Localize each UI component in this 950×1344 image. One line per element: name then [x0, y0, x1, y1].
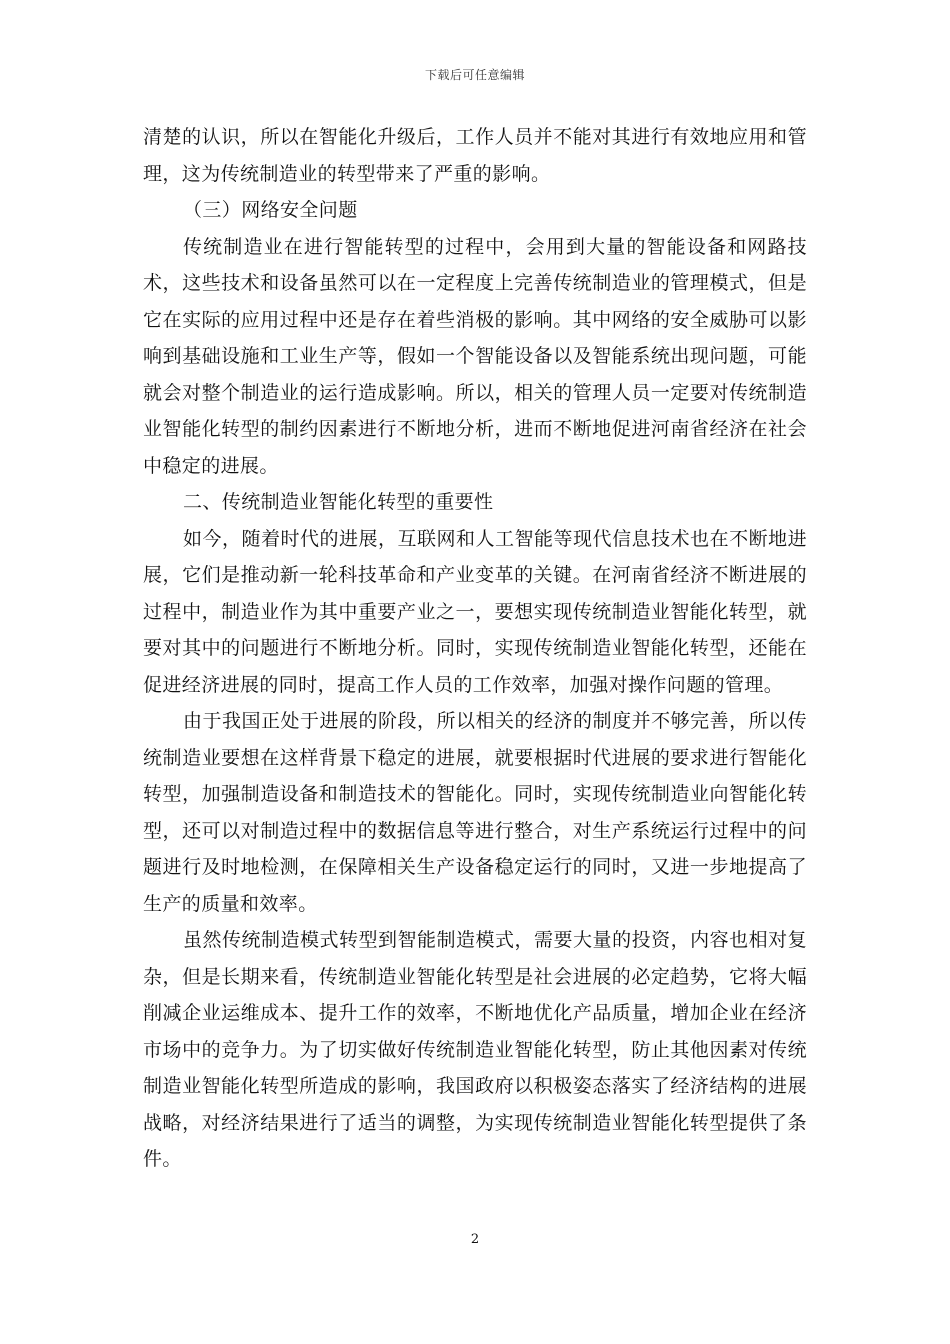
paragraph-network-security: 传统制造业在进行智能转型的过程中，会用到大量的智能设备和网路技术，这些技术和设备虽然可以在一定程度上完善传统制造业的管理模式，但是它在实际的应用过程中还是存在着些消极的影响。其中网络的安全威胁可以影响到基础设施和工业生产等，假如一个智能设备以及智能系统出现问题，可能就会对整个制造业的运行造成影响。所以，相关的管理人员一定要对传统制造业智能化转型的制约因素进行不断地分析，进而不断地促进河南省经济在社会中稳定的进展。 [143, 235, 807, 477]
document-body [143, 119, 807, 1178]
paragraph-importance-2: 由于我国正处于进展的阶段，所以相关的经济的制度并不够完善，所以传统制造业要想在这样背景下稳定的进展，就要根据时代进展的要求进行智能化转型，加强制造设备和制造技术的智能化。同时，实现传统制造业向智能化转型，还可以对制造过程中的数据信息等进行整合，对生产系统运行过程中的问题进行及时地检测，在保障相关生产设备稳定运行的同时，又进一步地提高了生产的质量和效率。 [143, 710, 807, 915]
paragraph-continuation: 清楚的认识，所以在智能化升级后，工作人员并不能对其进行有效地应用和管理，这为传统制造业的转型带来了严重的影响。 [143, 126, 807, 185]
section-heading-network-security: （三）网络安全问题 [183, 199, 358, 221]
section-heading-importance: 二、传统制造业智能化转型的重要性 [183, 491, 494, 513]
page-number: 2 [470, 1232, 480, 1247]
paragraph-importance-1: 如今，随着时代的进展，互联网和人工智能等现代信息技术也在不断地进展，它们是推动新一轮科技革命和产业变革的关键。在河南省经济不断进展的过程中，制造业作为其中重要产业之一，要想实现传统制造业智能化转型，就要对其中的问题进行不断地分析。同时，实现传统制造业智能化转型，还能在促进经济进展的同时，提高工作人员的工作效率，加强对操作问题的管理。 [143, 527, 807, 696]
paragraph-importance-3: 虽然传统制造模式转型到智能制造模式，需要大量的投资，内容也相对复杂，但是长期来看，传统制造业智能化转型是社会进展的必定趋势，它将大幅削减企业运维成本、提升工作的效率，不断地优化产品质量，增加企业在经济市场中的竞争力。为了切实做好传统制造业智能化转型，防止其他因素对传统制造业智能化转型所造成的影响，我国政府以积极姿态落实了经济结构的进展战略，对经济结果进行了适当的调整，为实现传统制造业智能化转型提供了条件。 [143, 929, 807, 1170]
page-header: 下载后可任意编辑 [424, 68, 525, 82]
